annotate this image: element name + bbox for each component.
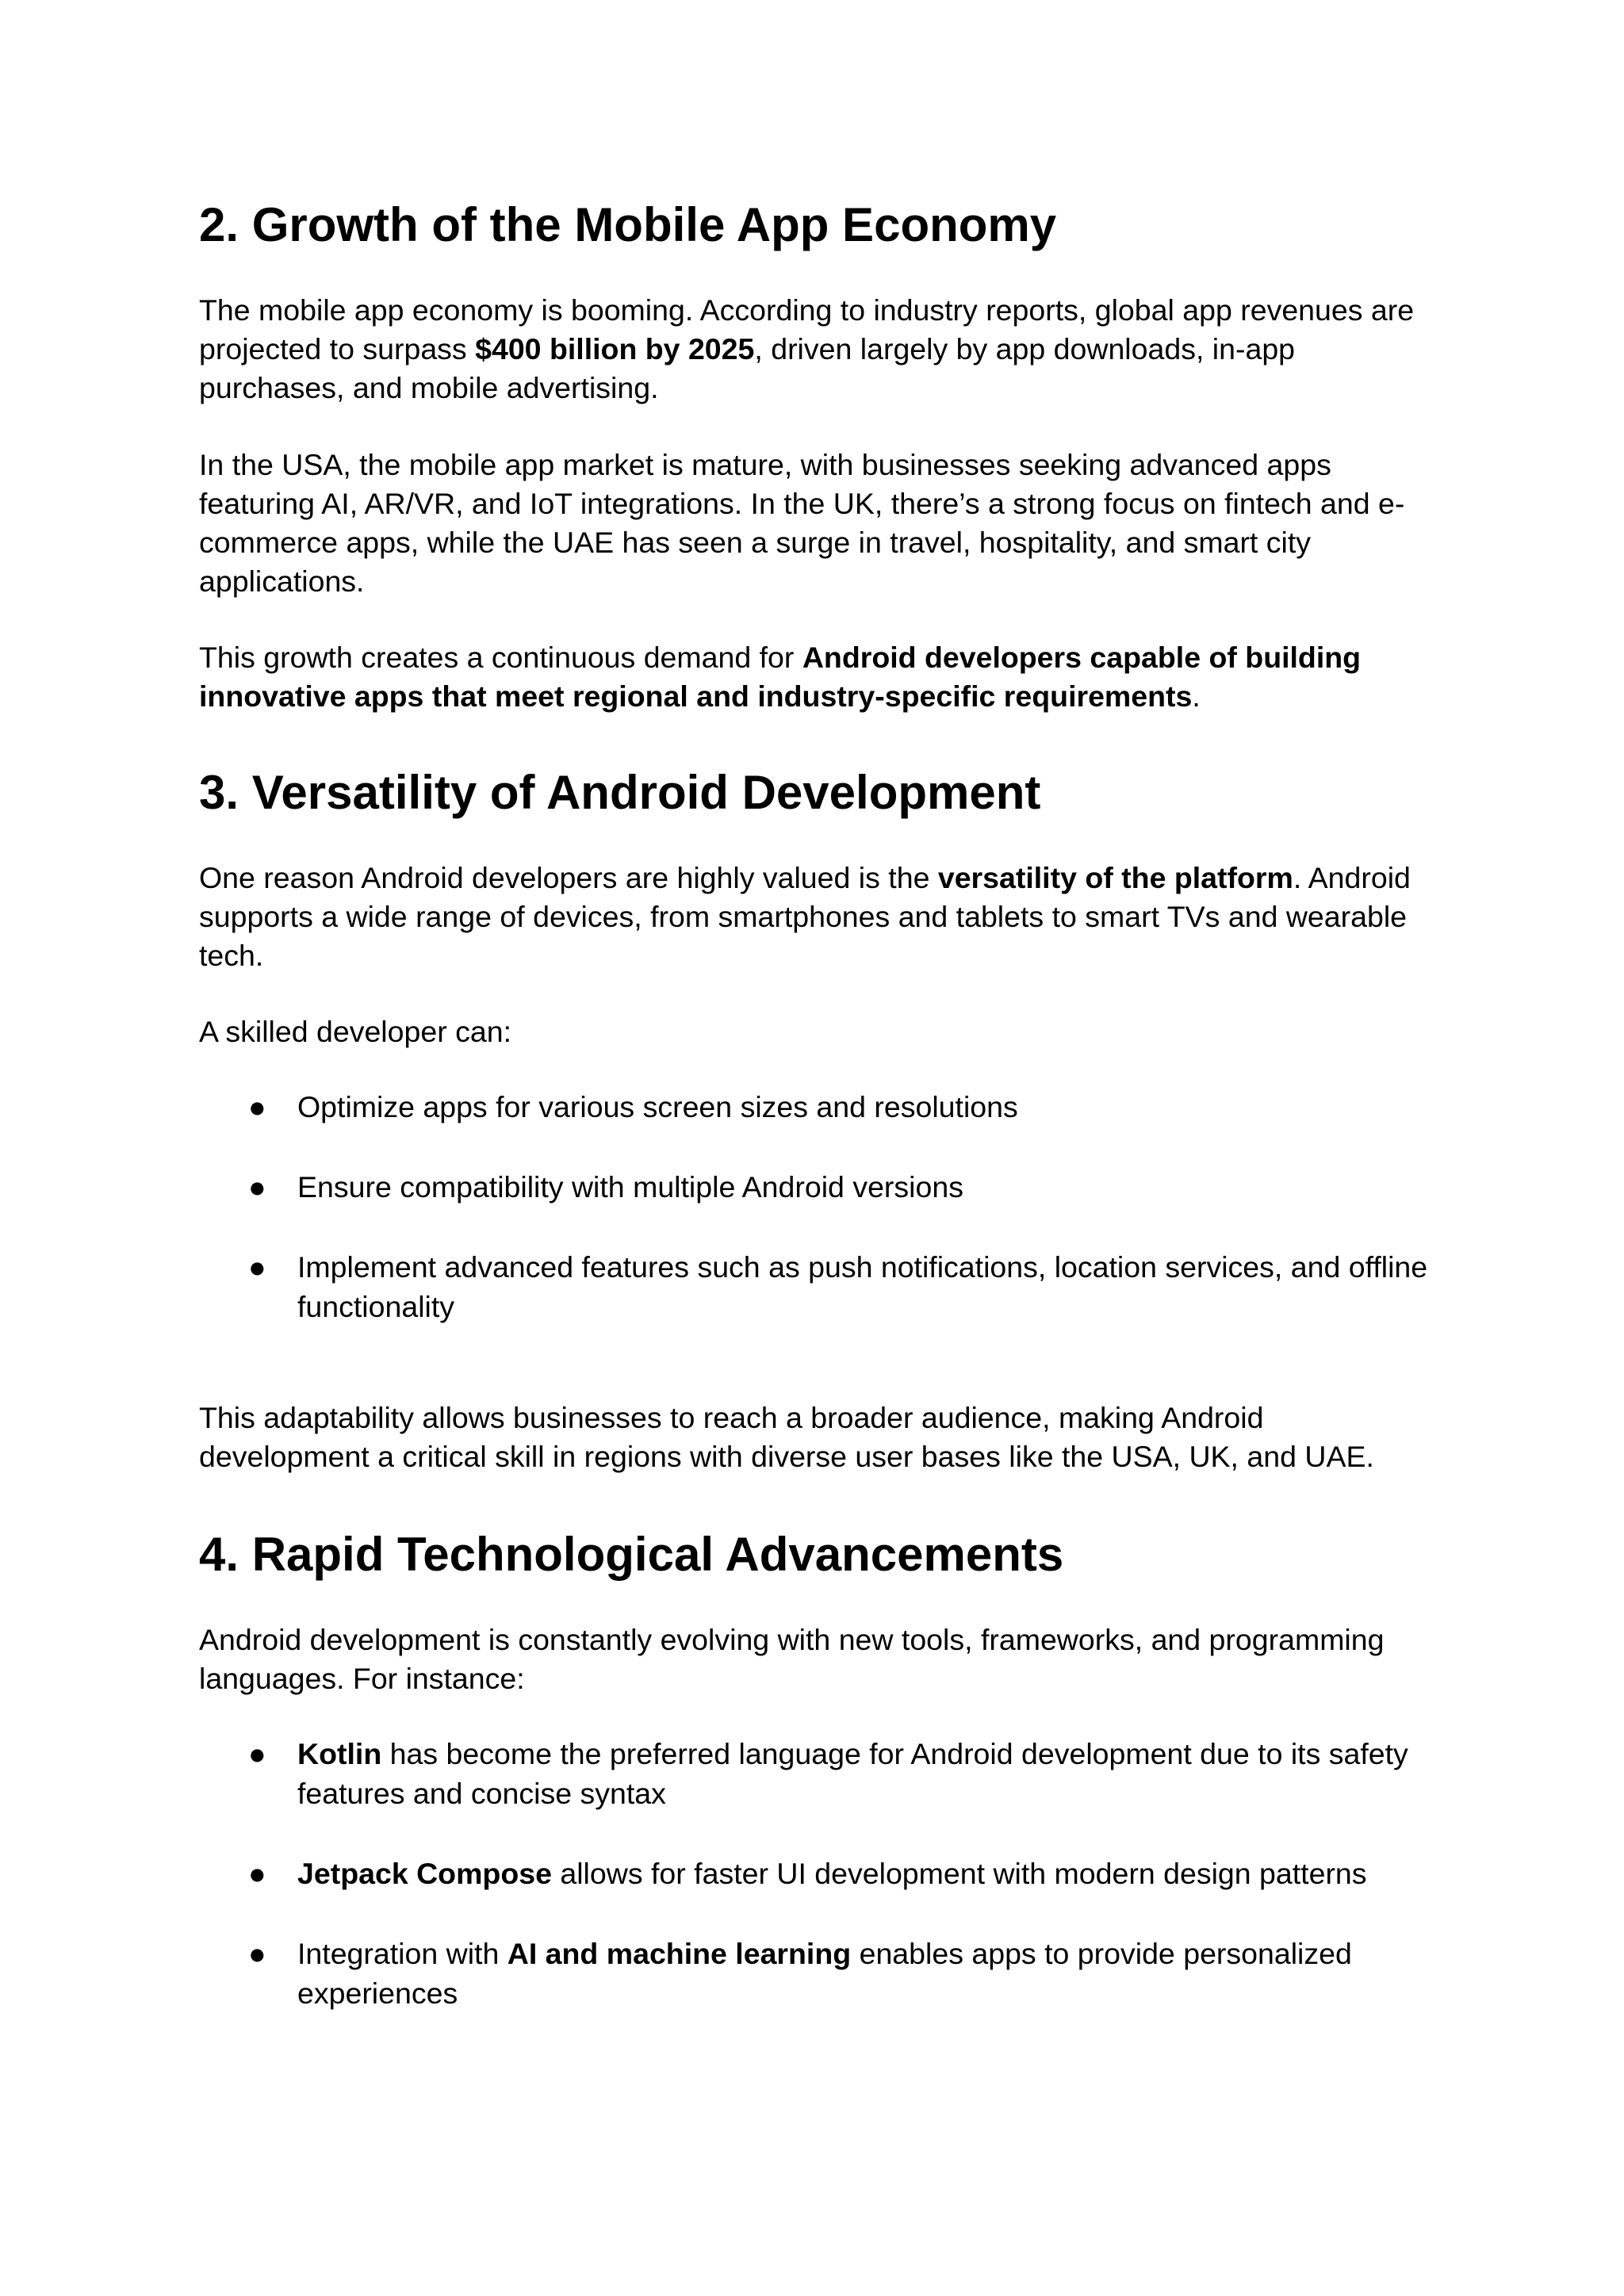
paragraph-skilled-developer: A skilled developer can: xyxy=(199,1015,511,1048)
bold-android-developers: Android developers capable of building innovative apps that meet regional and industry-specific requirements xyxy=(199,641,1362,713)
paragraph-adaptability: This adaptability allows businesses to reach a broader audience, making Android development a critical skill in regions with diverse user bases like the USA, UK, and UAE. xyxy=(199,1401,1374,1473)
bold-versatility: versatility of the platform xyxy=(937,861,1293,894)
bold-jetpack-compose: Jetpack Compose xyxy=(297,1857,552,1890)
bold-kotlin: Kotlin xyxy=(297,1737,382,1770)
paragraph-regional-markets: In the USA, the mobile app market is mature, with businesses seeking advanced apps featuring AI, AR/VR, and IoT integrations. In the UK, there’s a strong focus on fintech and e-commerce apps, while the UAE has seen a surge in travel, hospitality, and smart city applications. xyxy=(199,448,1405,598)
bullet-icon: ● xyxy=(248,1857,266,1890)
paragraph-demand: This growth creates a continuous demand for Android developers capable of building innovative apps that meet regional and industry-specific requirements. xyxy=(199,641,1362,713)
section-heading-advancements: 4. Rapid Technological Advancements xyxy=(199,1528,1064,1581)
bold-revenue-figure: $400 billion by 2025 xyxy=(475,332,755,365)
section-heading-versatility: 3. Versatility of Android Development xyxy=(199,766,1041,819)
bullet-icon: ● xyxy=(248,1937,266,1970)
bullet-icon: ● xyxy=(248,1250,266,1284)
section-heading-growth: 2. Growth of the Mobile App Economy xyxy=(199,198,1057,251)
paragraph-versatility: One reason Android developers are highly valued is the versatility of the platform. Android supports a wide range of devices, from smartphones and tablets to smart TVs and wearable tech. xyxy=(199,861,1411,972)
paragraph-evolving: Android development is constantly evolving with new tools, frameworks, and programming languages. For instance: xyxy=(199,1623,1385,1695)
bullet-icon: ● xyxy=(248,1737,266,1770)
bold-ai-ml: AI and machine learning xyxy=(507,1937,852,1970)
paragraph-app-economy: The mobile app economy is booming. According to industry reports, global app revenues are projected to surpass $400 billion by 2025, driven largely by app downloads, in-app purchases, and mobile advertising. xyxy=(199,293,1415,404)
bullet-icon: ● xyxy=(248,1170,266,1203)
bullet-icon: ● xyxy=(248,1090,266,1123)
